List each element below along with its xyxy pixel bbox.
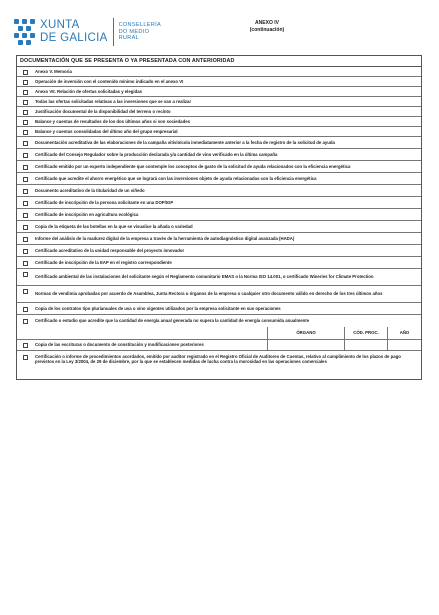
annex-heading: [227, 20, 307, 34]
item-label: Justificación documental de la disponibilidad del terreno o recinto: [35, 108, 171, 114]
table-row: [17, 149, 421, 161]
document-list: [17, 67, 421, 327]
checkbox[interactable]: [23, 249, 28, 254]
checkbox[interactable]: [23, 177, 28, 182]
checkbox[interactable]: [23, 130, 28, 135]
item-label: Certificado del Consejo Regulador sobre la producción declarada y/a cantidad de vino verificado en la última campaña: [35, 151, 278, 157]
page-header: [14, 16, 425, 50]
checkbox[interactable]: [23, 90, 28, 95]
table-row: [17, 221, 421, 233]
checkbox[interactable]: [23, 141, 28, 146]
item-label: Certificado acreditativo de la unidad responsable del proyecto innovador: [35, 247, 185, 253]
dept-line-1: CONSELLERÍA: [118, 21, 162, 28]
item-label: Copia de la etiqueta de las botellas en la que se visualice la añada o variedad: [35, 223, 193, 229]
table-row: [17, 97, 421, 107]
logo-line-2: DE GALICIA: [40, 32, 108, 44]
checkbox[interactable]: [23, 272, 28, 277]
item-label: Normas de vendimia aprobadas por acuerdo de Asamblea, Junta Rectora u órganos de la empresa o cualquier otro documento válido en derecho de los tres últimos años: [35, 291, 383, 297]
xunta-emblem-icon: [14, 19, 36, 45]
table-row: [17, 137, 421, 149]
table-row: [17, 185, 421, 197]
table-row-certificacion-auditor: [17, 351, 421, 379]
table-row: [17, 77, 421, 87]
checkbox[interactable]: [23, 100, 28, 105]
item-label: Operación de inversión con el contenido mínimo indicado en el anexo VI: [35, 78, 184, 84]
organo-cell[interactable]: [267, 340, 344, 350]
documentation-table: [16, 55, 422, 380]
table-title: DOCUMENTACIÓN QUE SE PRESENTA O YA PRESENTADA CON ANTERIORIDAD: [17, 56, 421, 67]
checkbox[interactable]: [23, 355, 28, 360]
checkbox[interactable]: [23, 307, 28, 312]
item-label: Balance y cuentas consolidadas del último año del grupo empresarial: [35, 128, 178, 134]
table-row: [17, 161, 421, 173]
table-row: [17, 107, 421, 117]
table-row: [17, 303, 421, 315]
table-row: [17, 87, 421, 97]
table-row: [17, 286, 421, 303]
annex-title: ANEXO IV: [255, 20, 279, 26]
item-label: Certificación o informe de procedimientos acordados, emitido por auditor registrado en el Registro Oficial de Auditores de Cuentas, relativo al cumplimiento de los plazos de pago previstos en la Ley 3/2004, de 29 de diciembre, por la que se establecen medidas de lucha contra la morosidad en las operaciones comerciales: [35, 354, 401, 365]
checkbox[interactable]: [23, 343, 28, 348]
ano-cell[interactable]: [387, 340, 421, 350]
checkbox[interactable]: [23, 70, 28, 75]
item-label: Todas las ofertas solicitadas relativas a las inversiones que se van a realizar: [35, 98, 192, 104]
item-label: Certificado ambiental de las instalaciones del solicitante según el Reglamento comunitario EMAS o la Norma ISO 14.001, o certificado Wineries for Climate Protection: [35, 274, 374, 280]
table-row: [17, 197, 421, 209]
logo-line-1: XUNTA: [40, 18, 80, 31]
checkbox[interactable]: [23, 165, 28, 170]
table-row: [17, 233, 421, 245]
dept-line-2: DO MEDIO: [118, 28, 150, 35]
table-row: [17, 209, 421, 221]
checkbox[interactable]: [23, 261, 28, 266]
column-ano: AÑO: [387, 327, 421, 339]
table-row: [17, 245, 421, 257]
logo-divider: [113, 18, 114, 46]
checkbox[interactable]: [23, 225, 28, 230]
table-row: [17, 117, 421, 127]
item-label: Documento acreditativo de la titularidad de un viñedo: [35, 187, 145, 193]
table-row: [17, 173, 421, 185]
dept-line-3: RURAL: [118, 35, 140, 42]
checkbox[interactable]: [23, 120, 28, 125]
item-label: Anexo V. Memoria: [35, 68, 72, 74]
annex-subtitle: (continuación): [249, 27, 285, 33]
item-label: Balance y cuentas de resultados de los dos últimos años si son sociedades: [35, 118, 190, 124]
checkbox[interactable]: [23, 289, 28, 294]
checkbox[interactable]: [23, 213, 28, 218]
item-label: Copia de las escrituras o documento de constitución y modificaciones posteriores: [35, 342, 204, 348]
checkbox[interactable]: [23, 201, 28, 206]
item-label: Certificado de inscripción de la EAP en el registro correspondiente: [35, 259, 172, 265]
table-row: [17, 67, 421, 77]
item-label: Certificado de inscripción en agricultura ecológica: [35, 211, 139, 217]
checkbox[interactable]: [23, 80, 28, 85]
item-label: Copia de los contratos tipo plurianuales de uva o vino vigentes utilizados por la empresa solicitante en sus operaciones: [35, 305, 281, 311]
table-row-escrituras: [17, 340, 421, 351]
table-row: [17, 127, 421, 137]
columns-header-row: [17, 327, 421, 340]
item-label: Documentación acreditativa de las elaboraciones de la campaña vitivinícola inmediatamente anterior a la fecha de registro de la solicitud de ayuda: [35, 139, 335, 145]
item-label: Anexo VII. Relación de ofertas solicitadas y elegidas: [35, 88, 142, 94]
column-cod-proc: CÓD. PROC.: [344, 327, 387, 339]
table-row: [17, 257, 421, 269]
item-label: Certificado emitido por un experto independiente que contemple los conceptos de gasto de la solicitud de ayuda relacionados con la eficiencia energética: [35, 163, 351, 169]
checkbox[interactable]: [23, 110, 28, 115]
item-label: Certificado o estudio que acredite que la cantidad de energía anual generada no supera la cantidad de energía consumida anualmente: [35, 318, 310, 324]
item-label: Informe del análisis de la madurez digital de la empresa a través de la herramienta de autodiagnóstico digital avanzada (HADA): [35, 235, 295, 241]
table-row: [17, 269, 421, 286]
item-label: Certificado de inscripción de la persona solicitante en una DOP/IGP: [35, 199, 174, 205]
column-organo: ÓRGANO: [267, 327, 344, 339]
checkbox[interactable]: [23, 189, 28, 194]
table-row: [17, 315, 421, 327]
cod-proc-cell[interactable]: [344, 340, 387, 350]
item-label: Certificado que acredite el ahorro energético que se logrará con las inversiones objeto de ayuda relacionadas con la eficiencia energética: [35, 175, 317, 181]
checkbox[interactable]: [23, 319, 28, 324]
logo-wordmark: [40, 20, 108, 45]
xunta-logo: [14, 16, 161, 48]
checkbox[interactable]: [23, 237, 28, 242]
checkbox[interactable]: [23, 153, 28, 158]
department-name: [119, 22, 161, 42]
